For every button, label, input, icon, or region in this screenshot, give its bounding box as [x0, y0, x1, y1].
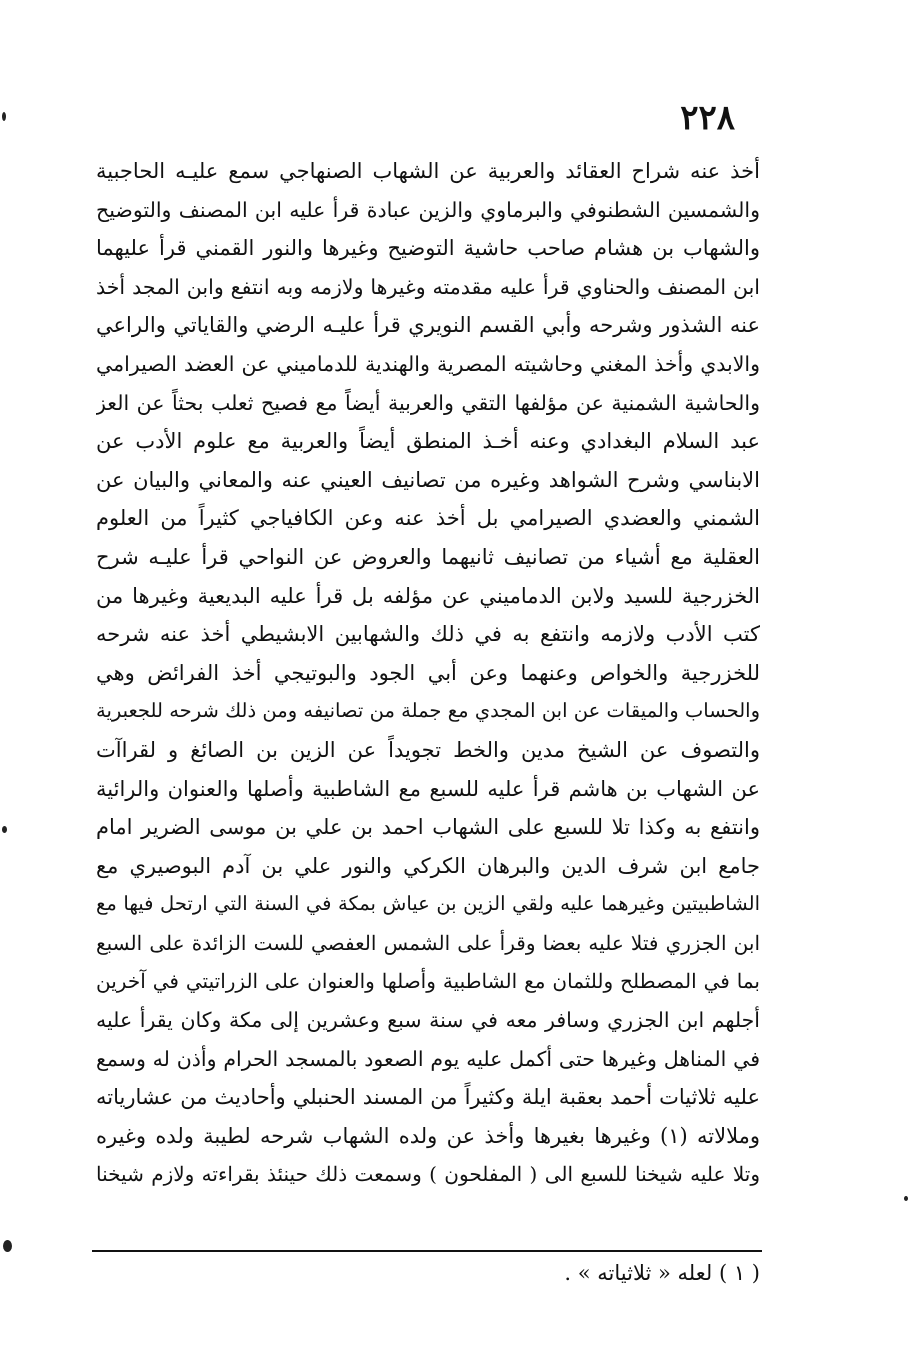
- text-line: والحاشية الشمنية عن مؤلفها التقي والعربية أيضاً مع فصيح ثعلب بحثاً عن العز: [96, 390, 760, 415]
- text-line: أخذ عنه شراح العقائد والعربية عن الشهاب الصنهاجي سمع عليـه الحاجبية: [96, 159, 760, 183]
- text-line: الابناسي وشرح الشواهد وغيره من تصانيف العيني عنه والمعاني والبيان عن: [96, 467, 760, 492]
- footnote-divider: [92, 1250, 762, 1252]
- scan-speck: [2, 112, 6, 121]
- text-line: الشاطبيتين وغيرهما عليه ولقي الزين بن عياش بمكة في السنة التي ارتحل فيها مع: [96, 892, 760, 916]
- text-line: الخزرجية للسيد ولابن الدماميني عن مؤلفه بل قرأ عليه البديعية وغيرها من: [96, 583, 760, 608]
- text-line: عليه ثلاثيات أحمد بعقبة ايلة وكثيراً من المسند الحنبلي وأحاديث من عشارياته: [96, 1085, 760, 1110]
- text-line: عبد السلام البغدادي وعنه أخـذ المنطق أيضاً والعربية مع علوم الأدب عن: [96, 429, 760, 454]
- text-line: في المناهل وغيرها حتى أكمل عليه يوم الصعود بالمسجد الحرام وأذن له وسمع: [96, 1046, 760, 1071]
- text-line: عنه الشذور وشرحه وأبي القسم النويري قرأ عليـه الرضي والقاياتي والراعي: [96, 313, 760, 338]
- text-line: والحساب والميقات عن ابن المجدي مع جملة من تصانيفه ومن ذلك شرحه للجعبرية: [96, 699, 760, 723]
- text-line: كتب الأدب ولازمه وانتفع به في ذلك والشهابين الابشيطي أخذ عنه شرحه: [96, 622, 760, 647]
- text-line: العقلية مع أشياء من تصانيف ثانيهما والعروض عن النواحي قرأ عليـه شرح: [96, 544, 760, 569]
- text-line: والابدي وأخذ المغني وحاشيته المصرية والهندية للدماميني عن العضد الصيرامي: [96, 351, 760, 376]
- text-line: والشمسين الشطنوفي والبرماوي والزين عبادة قرأ عليه ابن المصنف والتوضيح: [96, 197, 760, 222]
- body-text: [96, 152, 760, 1194]
- text-line: جامع ابن شرف الدين والبرهان الكركي والنور علي بن آدم البوصيري مع: [96, 853, 760, 878]
- scan-speck: [3, 1240, 12, 1252]
- text-line: عن الشهاب بن هاشم قرأ عليه للسبع مع الشاطبية وأصلها والعنوان والرائية: [96, 776, 760, 801]
- text-line: ابن المصنف والحناوي قرأ عليه مقدمته وغيرها ولازمه وبه انتفع وابن المجد أخذ: [96, 274, 760, 299]
- page-number: ٢٢٨: [680, 98, 735, 138]
- text-line: وتلا عليه شيخنا للسبع الى ( المفلحون ) وسمعت ذلك حينئذ بقراءته ولازم شيخنا: [96, 1162, 760, 1187]
- text-line: وملالاته (١) وغيرها بغيرها وأخذ عن ولده الشهاب شرحه لطيبة ولده وغيره: [96, 1123, 760, 1148]
- text-line: والتصوف عن الشيخ مدين والخط تجويداً عن الزين بن الصائغ و لقراآت: [96, 737, 760, 762]
- footnote: ( ١ ) لعله « ثلاثياته » .: [564, 1261, 760, 1285]
- scan-speck: [2, 826, 7, 833]
- text-line: للخزرجية والخواص وعنهما وعن أبي الجود والبوتيجي أخذ الفرائض وهي: [96, 660, 760, 685]
- text-line: الشمني والعضدي الصيرامي بل أخذ عنه وعن الكافياجي كثيراً من العلوم: [96, 506, 760, 531]
- scan-speck: [904, 1196, 908, 1201]
- text-line: ابن الجزري فتلا عليه بعضا وقرأ على الشمس العفصي للست الزائدة على السبع: [96, 930, 760, 955]
- text-line: وانتفع به وكذا تلا للسبع على الشهاب احمد بن علي بن موسى الضرير امام: [96, 815, 760, 840]
- text-line: أجلهم ابن الجزري وسافر معه في سنة سبع وعشرين إلى مكة وكان يقرأ عليه: [96, 1008, 760, 1033]
- text-line: والشهاب بن هشام صاحب حاشية التوضيح وغيرها والنور القمني قرأ عليهما: [96, 236, 760, 261]
- text-line: بما في المصطلح وللثمان مع الشاطبية وأصلها والعنوان على الزراتيتي في آخرين: [96, 969, 760, 994]
